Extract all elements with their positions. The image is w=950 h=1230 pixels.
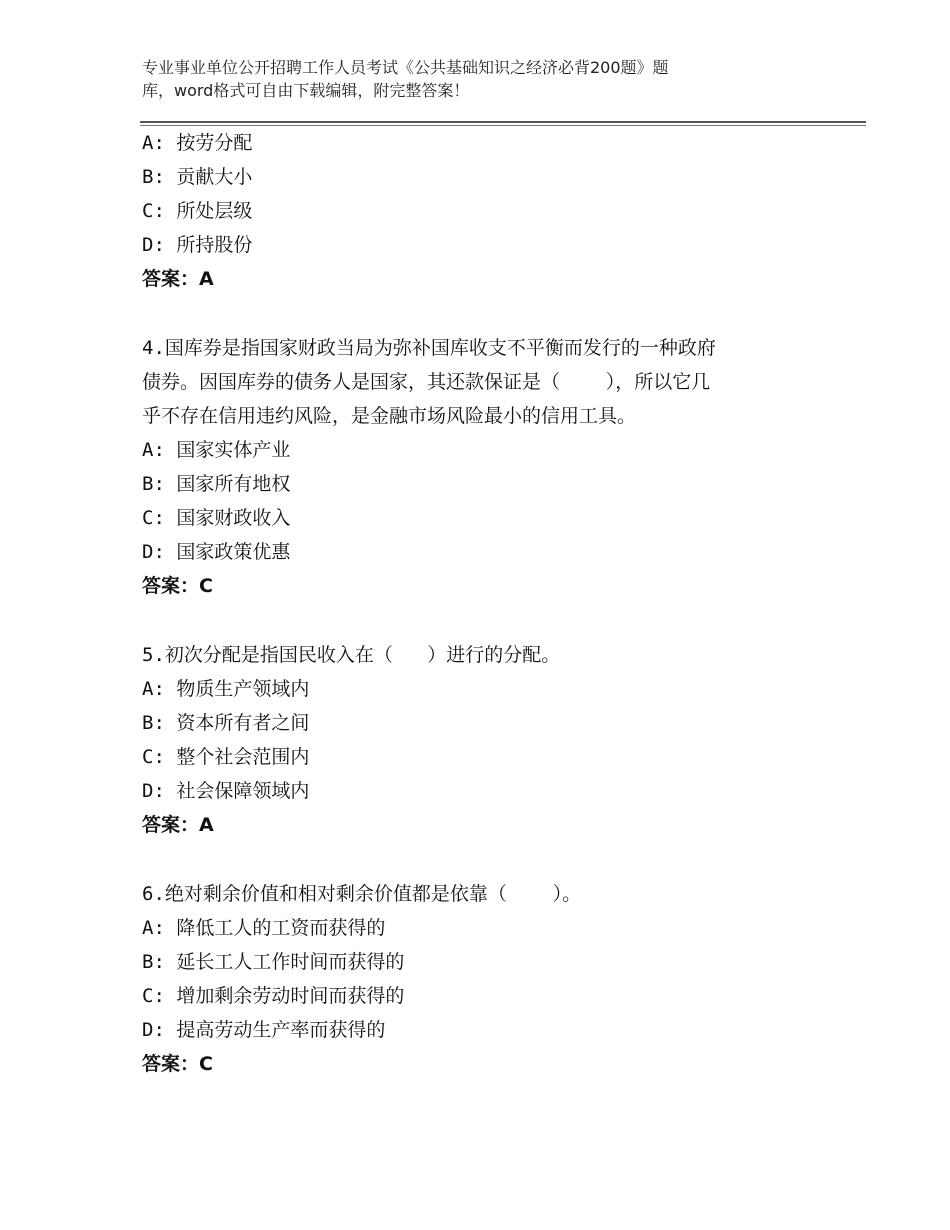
header-rule-thick (140, 121, 866, 123)
header-line-1: 专业事业单位公开招聘工作人员考试《公共基础知识之经济必背200题》题 (142, 58, 669, 77)
question-stem-line: 6.绝对剩余价值和相对剩余价值都是依靠（ ）。 (142, 883, 582, 905)
option-d: D: 国家政策优惠 (142, 541, 291, 563)
spacer (142, 603, 822, 638)
answer: 答案：A (142, 268, 214, 290)
document-header (142, 56, 782, 102)
question-stem-line: 乎不存在信用违约风险，是金融市场风险最小的信用工具。 (142, 405, 637, 427)
option-c: C: 增加剩余劳动时间而获得的 (142, 985, 405, 1007)
option-c: C: 所处层级 (142, 200, 253, 222)
spacer (142, 296, 822, 331)
option-b: B: 贡献大小 (142, 166, 253, 188)
question-5 (142, 638, 822, 842)
answer: 答案：A (142, 814, 214, 836)
option-d: D: 所持股份 (142, 234, 253, 256)
option-a: A: 降低工人的工资而获得的 (142, 917, 386, 939)
question-3 (142, 126, 822, 296)
option-b: B: 延长工人工作时间而获得的 (142, 951, 405, 973)
question-6 (142, 877, 822, 1081)
option-a: A: 物质生产领域内 (142, 678, 310, 700)
question-4 (142, 331, 822, 603)
answer: 答案：C (142, 1053, 213, 1075)
spacer (142, 842, 822, 877)
option-c: C: 国家财政收入 (142, 507, 291, 529)
option-c: C: 整个社会范围内 (142, 746, 310, 768)
question-stem-line: 4.国库券是指国家财政当局为弥补国库收支不平衡而发行的一种政府 (142, 337, 716, 359)
header-line-2: 库，word格式可自由下载编辑，附完整答案！ (142, 81, 470, 100)
option-a: A: 国家实体产业 (142, 439, 291, 461)
question-stem-line: 债券。因国库券的债务人是国家，其还款保证是（ ），所以它几 (142, 371, 711, 393)
answer: 答案：C (142, 575, 213, 597)
question-stem-line: 5.初次分配是指国民收入在（ ）进行的分配。 (142, 644, 561, 666)
option-d: D: 提高劳动生产率而获得的 (142, 1019, 386, 1041)
option-a: A: 按劳分配 (142, 132, 253, 154)
option-b: B: 资本所有者之间 (142, 712, 310, 734)
option-d: D: 社会保障领域内 (142, 780, 310, 802)
option-b: B: 国家所有地权 (142, 473, 291, 495)
document-body (142, 126, 822, 1081)
